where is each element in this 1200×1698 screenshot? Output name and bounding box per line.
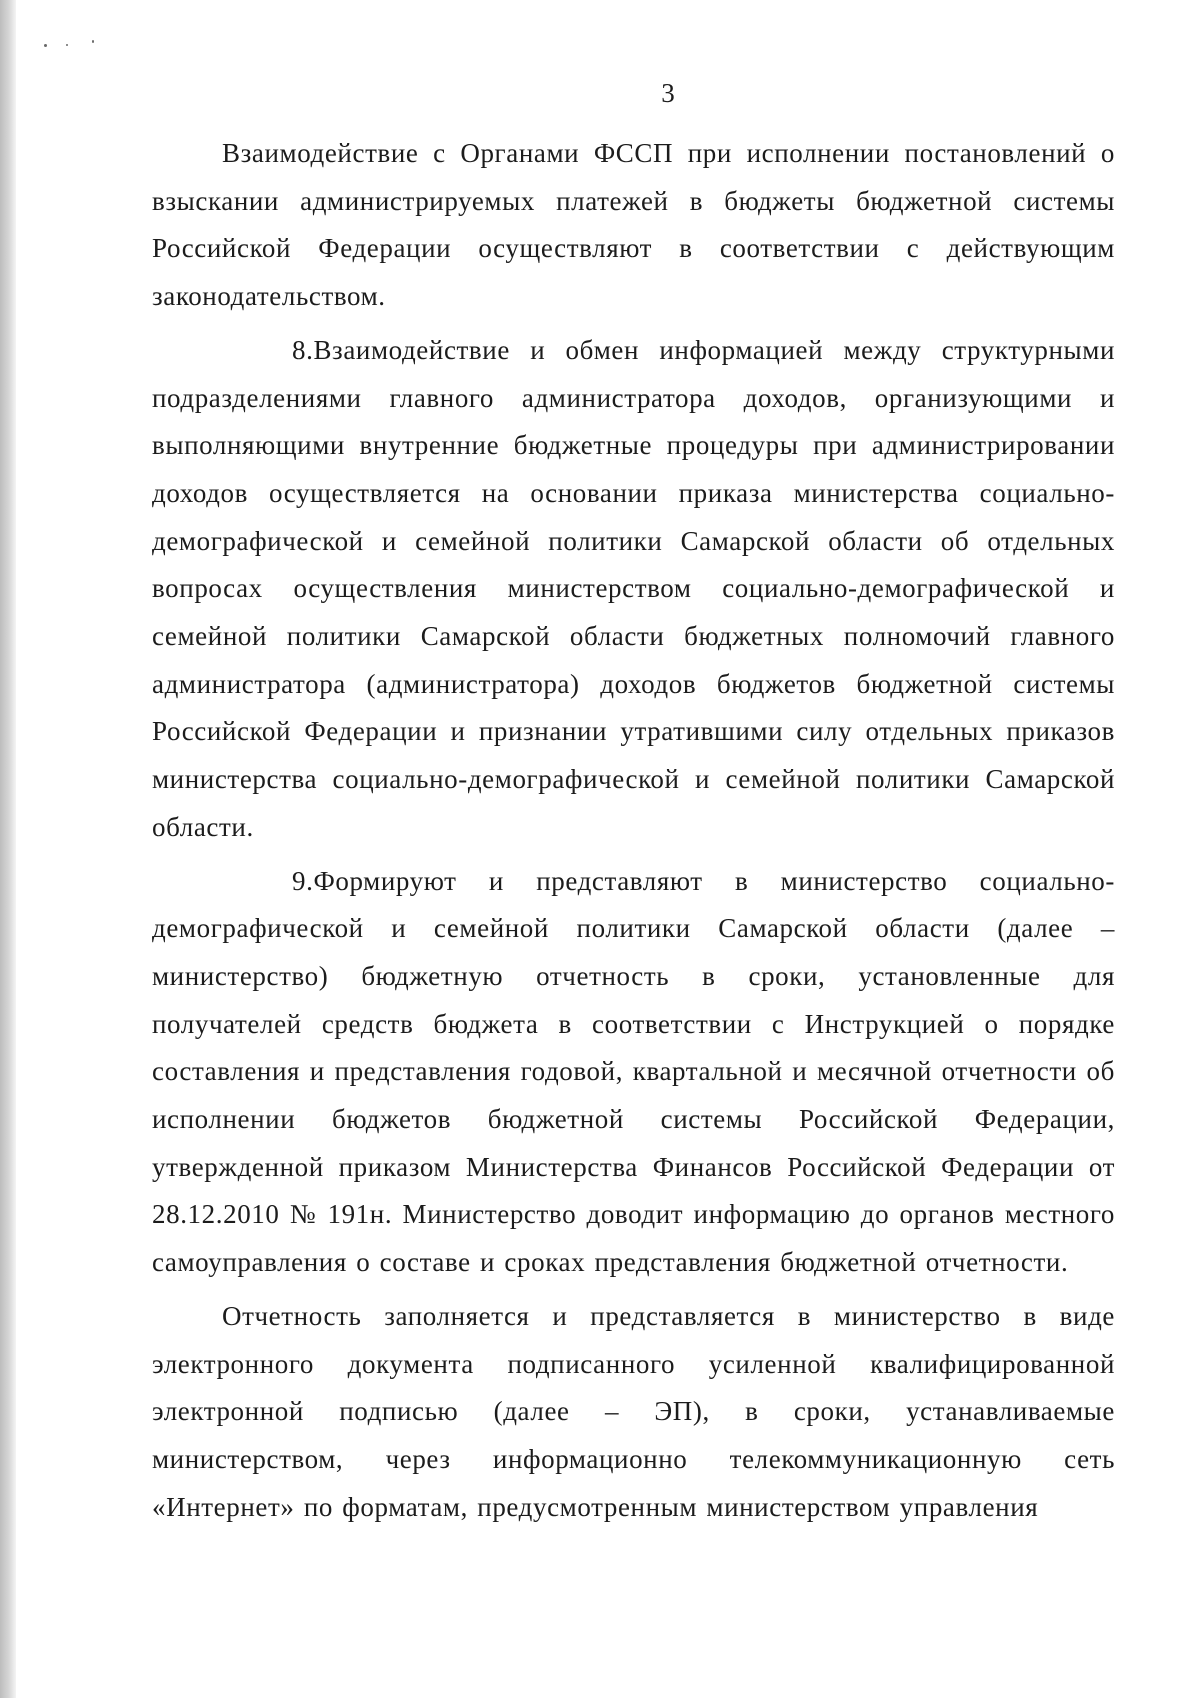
paragraph-text: Взаимодействие с Органами ФССП при исполнении постановлений о взыскании администрируемых платежей в бюджеты бюджетной системы Российской Федерации осуществляют в соответствии с действующим законодательством. [152,138,1115,312]
paragraph-item-8 [152,327,1115,852]
paragraph-number: 8. [292,334,314,365]
paragraph-number: 9. [292,865,314,896]
scan-speck [44,44,47,47]
document-body [152,130,1115,1531]
paragraph-interaction-fssp [152,130,1115,321]
scan-speck [92,40,94,43]
paragraph-reporting [152,1293,1115,1532]
paragraph-text: Формируют и представляют в министерство социально-демографической и семейной политики Самарской области (далее – министерство) бюджетную отчетность в сроки, установленные для получателей средств бюджета в соответствии с Инструкцией о порядке составления и представления годовой, квартальной и месячной отчетности об исполнении бюджетов бюджетной системы Российской Федерации, утвержденной приказом Министерства Финансов Российской Федерации от 28.12.2010 № 191н. Министерство доводит информацию до органов местного самоуправления о составе и сроках представления бюджетной отчетности. [152,865,1115,1278]
scan-edge-shadow [0,0,16,1698]
paragraph-item-9 [152,858,1115,1287]
scan-speck [66,44,68,46]
paragraph-text: Отчетность заполняется и представляется в министерство в виде электронного документа подписанного усиленной квалифицированной электронной подписью (далее – ЭП), в сроки, устанавливаемые министерством, через информационно телекоммуникационную сеть «Интернет» по форматам, предусмотренным министерством управления [152,1300,1115,1522]
page-number: 3 [661,78,675,108]
paragraph-text: Взаимодействие и обмен информацией между структурными подразделениями главного администратора доходов, организующими и выполняющими внутренние бюджетные процедуры при администрировании доходов осуществляется на основании приказа министерства социально-демографической и семейной политики Самарской области об отдельных вопросах осуществления министерством социально-демографической и семейной политики Самарской области бюджетных полномочий главного администратора (администратора) доходов бюджетов бюджетной системы Российской Федерации и признании утратившими силу отдельных приказов министерства социально-демографической и семейной политики Самарской области. [152,334,1115,842]
